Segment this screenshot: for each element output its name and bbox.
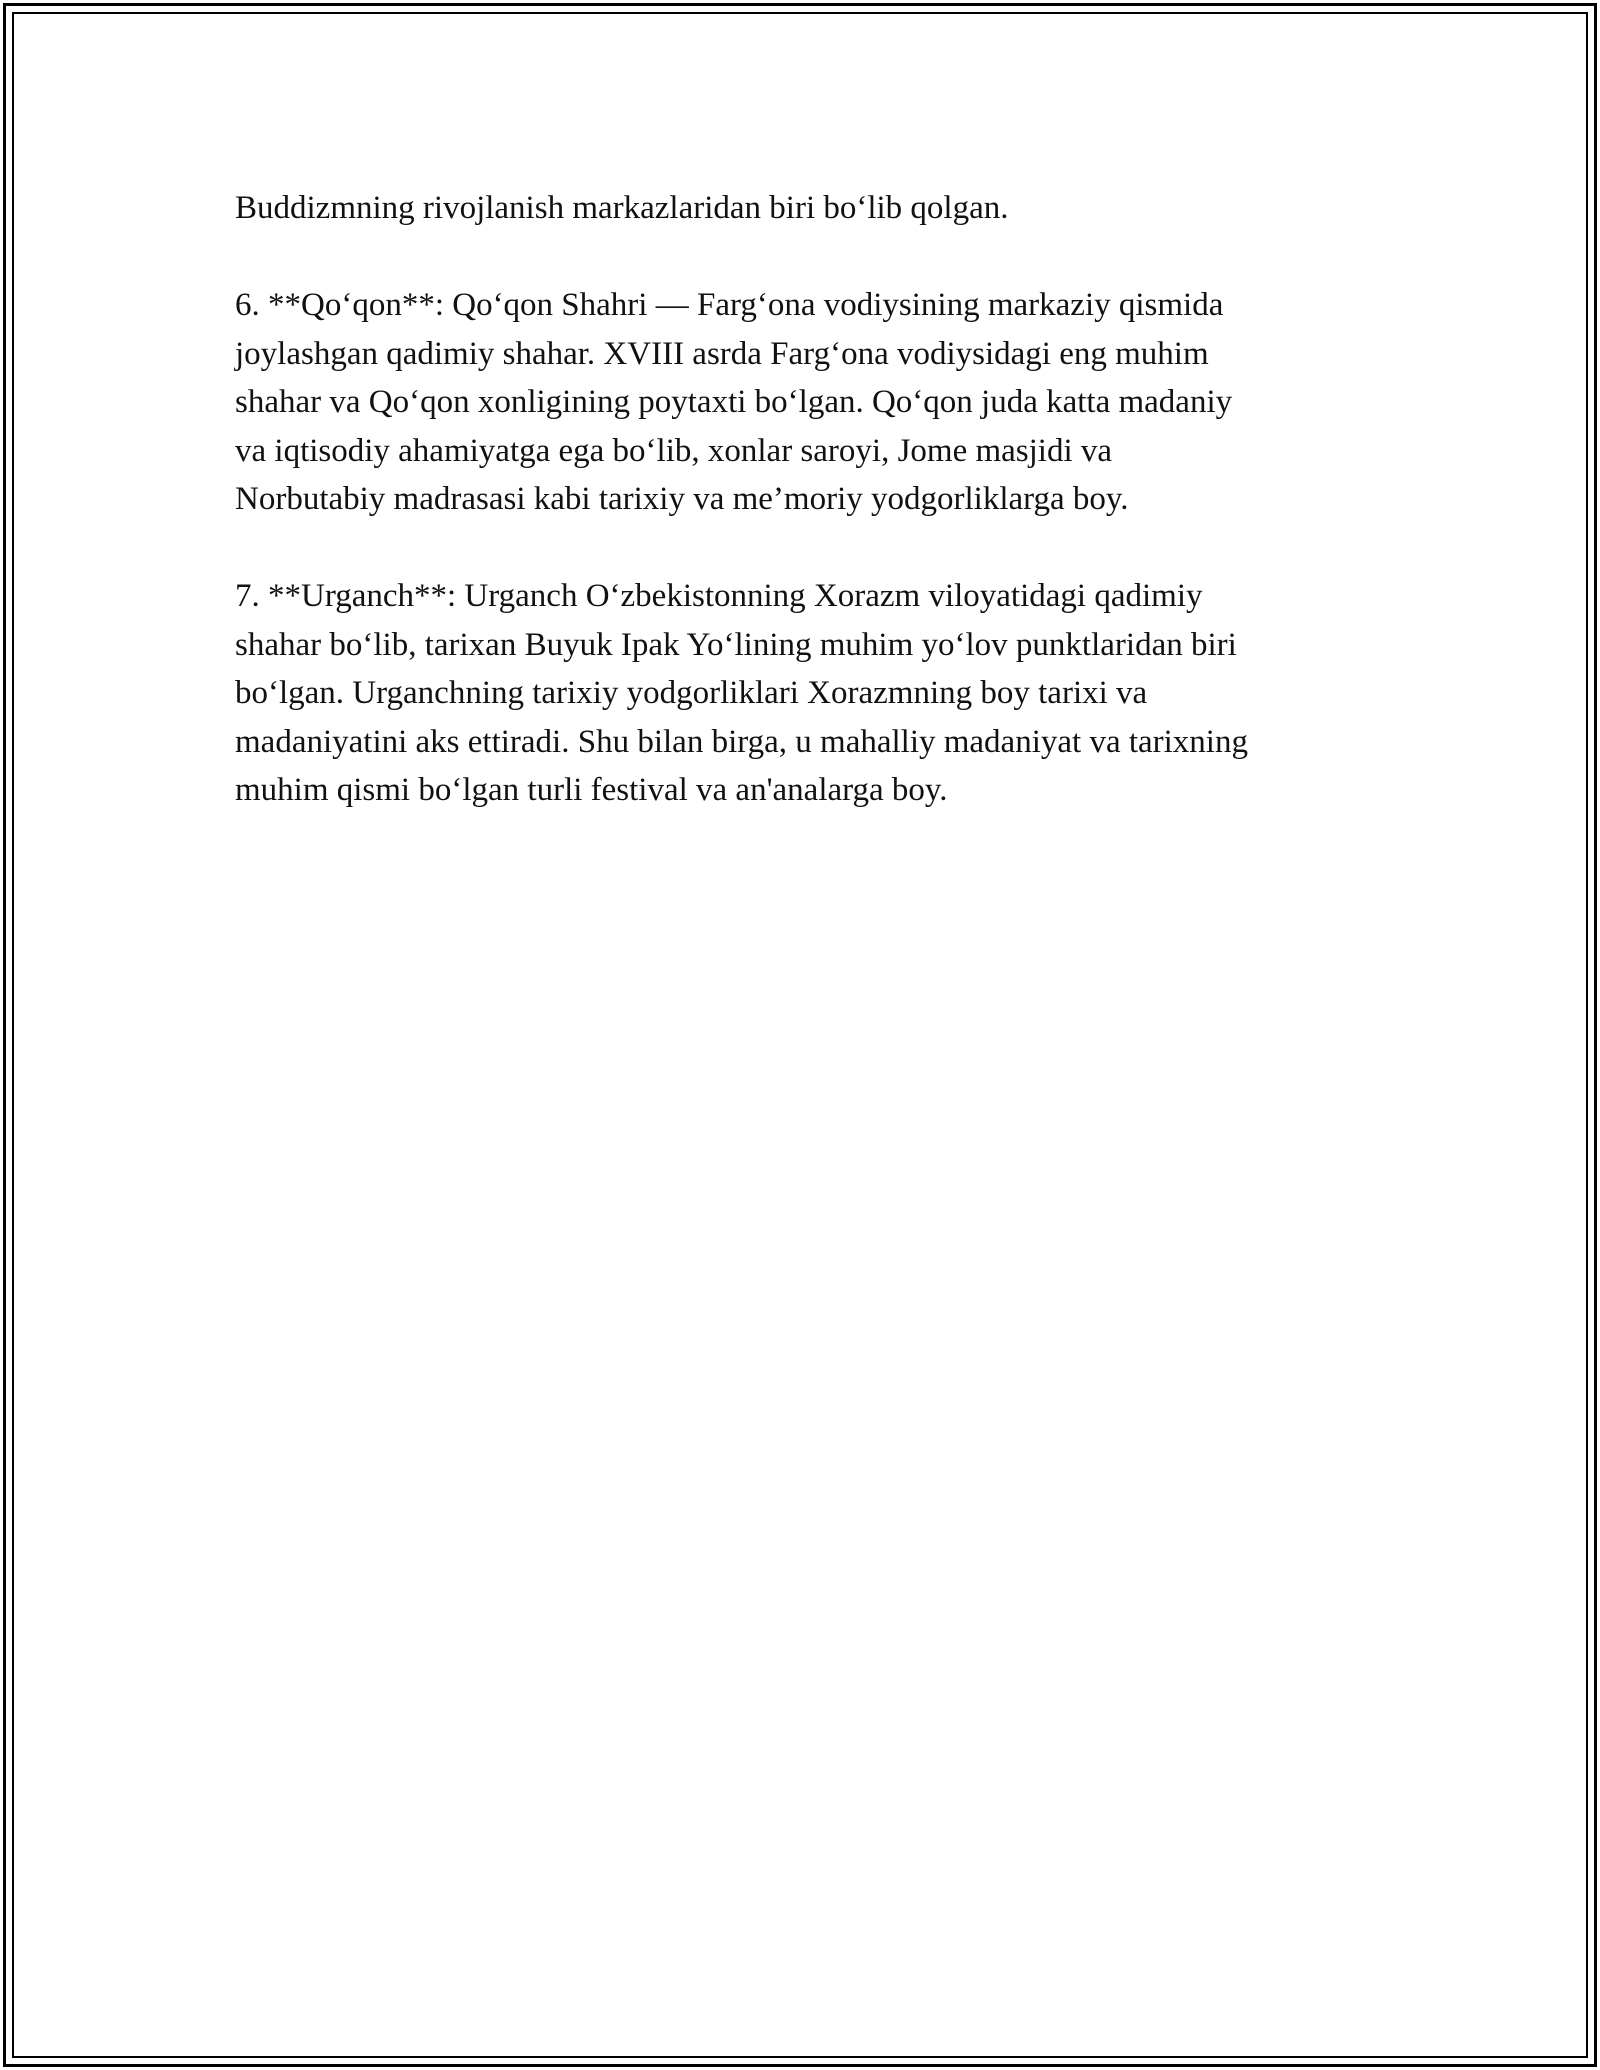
document-body [235,184,1385,863]
paragraph-qoqon: 6. **Qo‘qon**: Qo‘qon Shahri — Farg‘ona vodiysining markaziy qismida joylashgan qadimiy shahar. XVIII asrda Farg‘ona vodiysidagi eng muhim shahar va Qo‘qon xonligining poytaxti bo‘lgan. Qo‘qon juda katta madaniy va iqtisodiy ahamiyatga ega bo‘lib, xonlar saroyi, Jome masjidi va Norbutabiy madrasasi kabi tarixiy va me’moriy yodgorliklarga boy. [235,287,1233,517]
paragraph-urganch: 7. **Urganch**: Urganch O‘zbekistonning Xorazm viloyatidagi qadimiy shahar bo‘lib, tarixan Buyuk Ipak Yo‘lining muhim yo‘lov punktlaridan biri bo‘lgan. Urganchning tarixiy yodgorliklari Xorazmning boy tarixi va madaniyatini aks ettiradi. Shu bilan birga, u mahalliy madaniyat va tarixning muhim qismi bo‘lgan turli festival va an'analarga boy. [235,578,1248,808]
paragraph-buddizm: Buddizmning rivojlanish markazlaridan biri bo‘lib qolgan. [235,190,1009,226]
